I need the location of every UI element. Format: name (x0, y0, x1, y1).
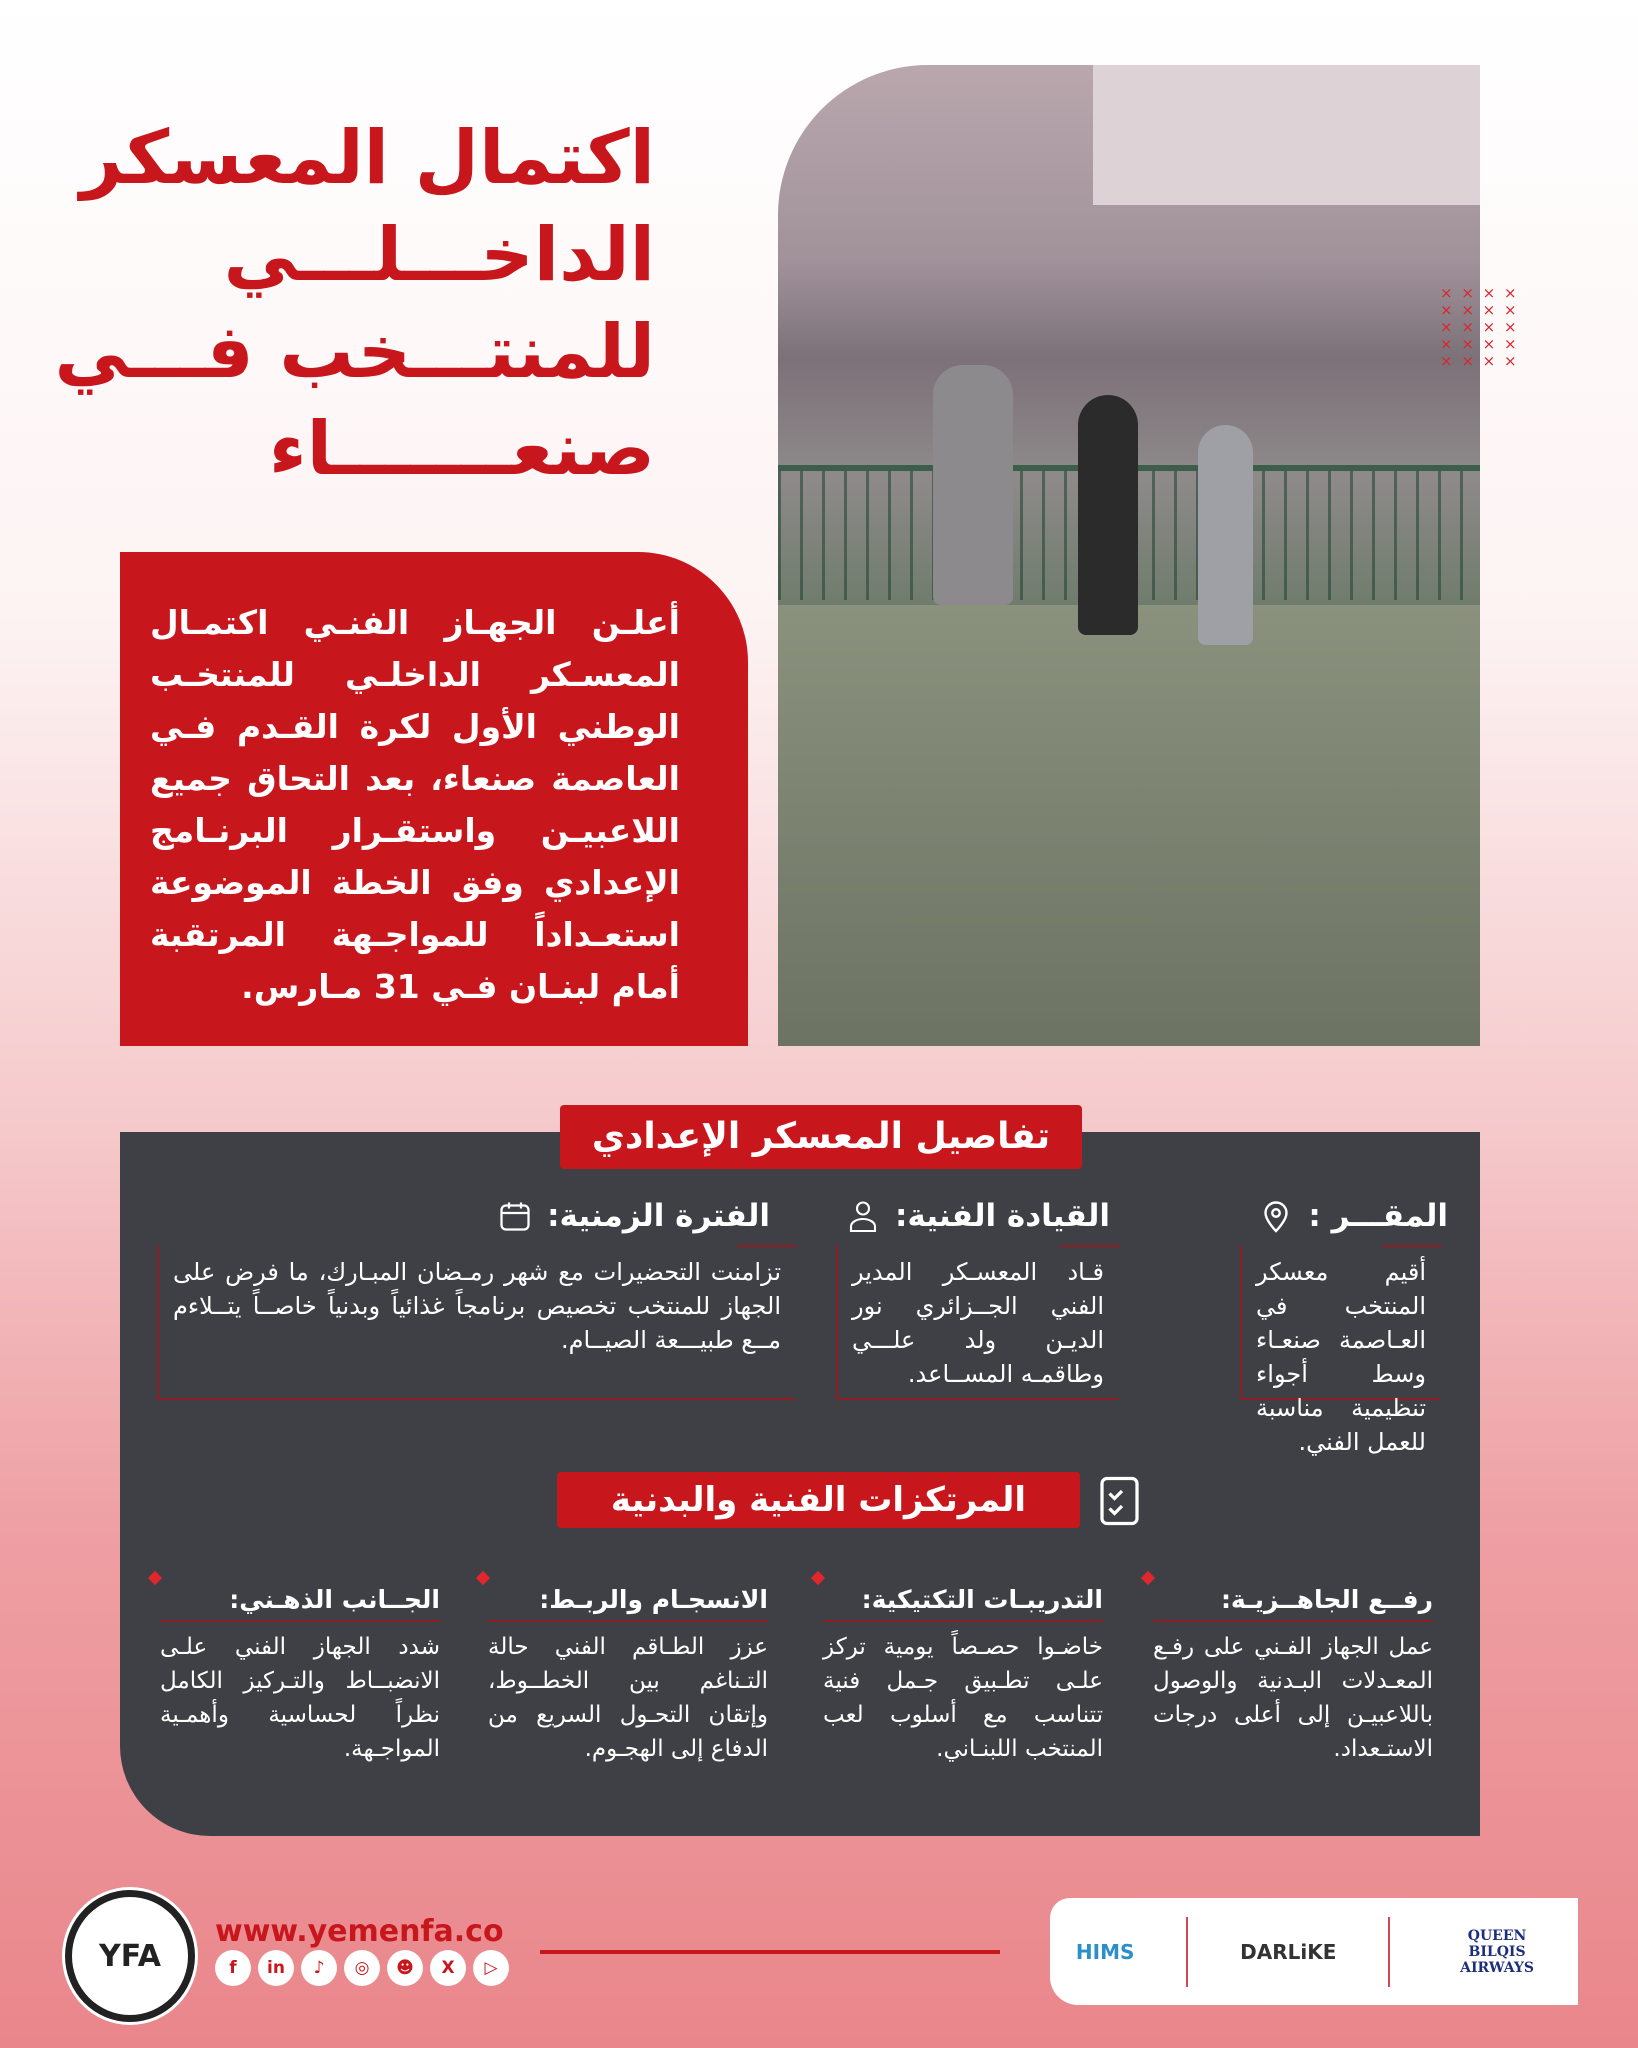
pillar-text: شدد الجهاز الفني علـى الانضبــاط والتـركيز الكامل نظراً لحساسية وأهمـية المواجـهة. (160, 1634, 440, 1762)
pillar-heading: الجــانب الذهـني: (160, 1585, 440, 1622)
hims-logo: HIMS (1075, 1939, 1135, 1964)
title-line: الداخـــلـــي (223, 212, 655, 298)
calendar-icon (497, 1198, 533, 1234)
training-photo (778, 65, 1480, 1046)
instagram-icon[interactable]: ◎ (344, 1950, 380, 1986)
heading-period (497, 1198, 770, 1234)
coach-text: قـاد المعسـكر المدير الفني الجــزائري نور الديـن ولد علـــي وطاقمـه المســاعد. (836, 1245, 1118, 1400)
location-pin-icon (1258, 1198, 1294, 1234)
decorative-x-pattern: × × × × × × × × × × × × × × × × × × × × (1440, 284, 1519, 370)
linkedin-icon[interactable]: in (258, 1950, 294, 1986)
snapchat-icon[interactable]: ☻ (387, 1950, 423, 1986)
heading-location (1258, 1198, 1448, 1234)
queen-bilqis-logo: QUEEN BILQIS AIRWAYS (1460, 1927, 1534, 1976)
details-title: تفاصيل المعسكر الإعدادي (560, 1105, 1082, 1169)
x-icon[interactable]: X (430, 1950, 466, 1986)
yfa-logo: YFA (65, 1890, 195, 2022)
heading-coach (845, 1198, 1110, 1234)
pillars-title: المرتكزات الفنية والبدنية (557, 1472, 1080, 1528)
divider (1388, 1917, 1390, 1987)
coach-icon (845, 1198, 881, 1234)
pillar-text: عمل الجهاز الفـني على رفـع المعـدلات البـدنية والوصول باللاعبيـن إلى أعلى درجات الاستـعداد. (1153, 1634, 1433, 1762)
location-text: أقيم معسكر المنتخب في العـاصمة صنعـاء وسط أجواء تنظيمية مناسبة للعمل الفني. (1240, 1245, 1440, 1400)
heading-text: الفترة الزمنية: (547, 1198, 770, 1234)
title-line: صنعـــــــاء (268, 406, 655, 492)
intro-text: أعلـن الجهـاز الفنـي اكتمـال المعسـكر الداخلـي للمنتخـب الوطني الأول لكرة القـدم فـي العاصمة صنعاء، بعد التحاق جميع اللاعبيـن واستقـرار البرنـامج الإعدادي وفق الخطة الموضوعة استعـداداً للمواجـهة المرتقبة أمام لبنـان فـي 31 مـارس. (120, 552, 748, 1046)
title-line: اكتمال المعسكر (80, 115, 655, 201)
divider (540, 1950, 1000, 1954)
youtube-icon[interactable]: ▷ (473, 1950, 509, 1986)
clipboard-check-icon (1092, 1470, 1152, 1532)
darlike-logo: DARLiKE (1240, 1939, 1337, 1964)
tiktok-icon[interactable]: ♪ (301, 1950, 337, 1986)
pillar-heading: الانسجـام والربـط: (488, 1585, 768, 1622)
pillar-text: عزز الطـاقم الفني حالة التـناغم بين الخطــوط، وإتقان التحـول السريع من الدفاع إلى الهجـوم. (488, 1634, 768, 1762)
social-links (215, 1950, 509, 1986)
website-link[interactable]: www.yemenfa.co (215, 1914, 504, 1949)
heading-text: المقـــر : (1308, 1198, 1448, 1234)
title-line: للمنتـــخب فـــي (54, 309, 655, 395)
divider (1186, 1917, 1188, 1987)
period-text: تزامنت التحضيرات مع شهر رمـضان المبـارك، ما فرض على الجهاز للمنتخب تخصيص برنامجاً غذائياً وبدنياً خاصــاً يتــلاءم مــع طبيـــعة الصيــام. (157, 1245, 795, 1400)
page-title (54, 110, 655, 498)
pillar-heading: التدريبـات التكتيكية: (823, 1585, 1103, 1622)
pillar-heading: رفــع الجاهــزيـة: (1153, 1585, 1433, 1622)
facebook-icon[interactable]: f (215, 1950, 251, 1986)
pillar-text: خاضـوا حصـصاً يومية تركز علـى تطـبيق جـمل فنية تتناسب مع أسلوب لعب المنتخب اللبنـاني. (823, 1634, 1103, 1762)
heading-text: القيادة الفنية: (895, 1198, 1110, 1234)
sponsors-box (1050, 1898, 1578, 2005)
